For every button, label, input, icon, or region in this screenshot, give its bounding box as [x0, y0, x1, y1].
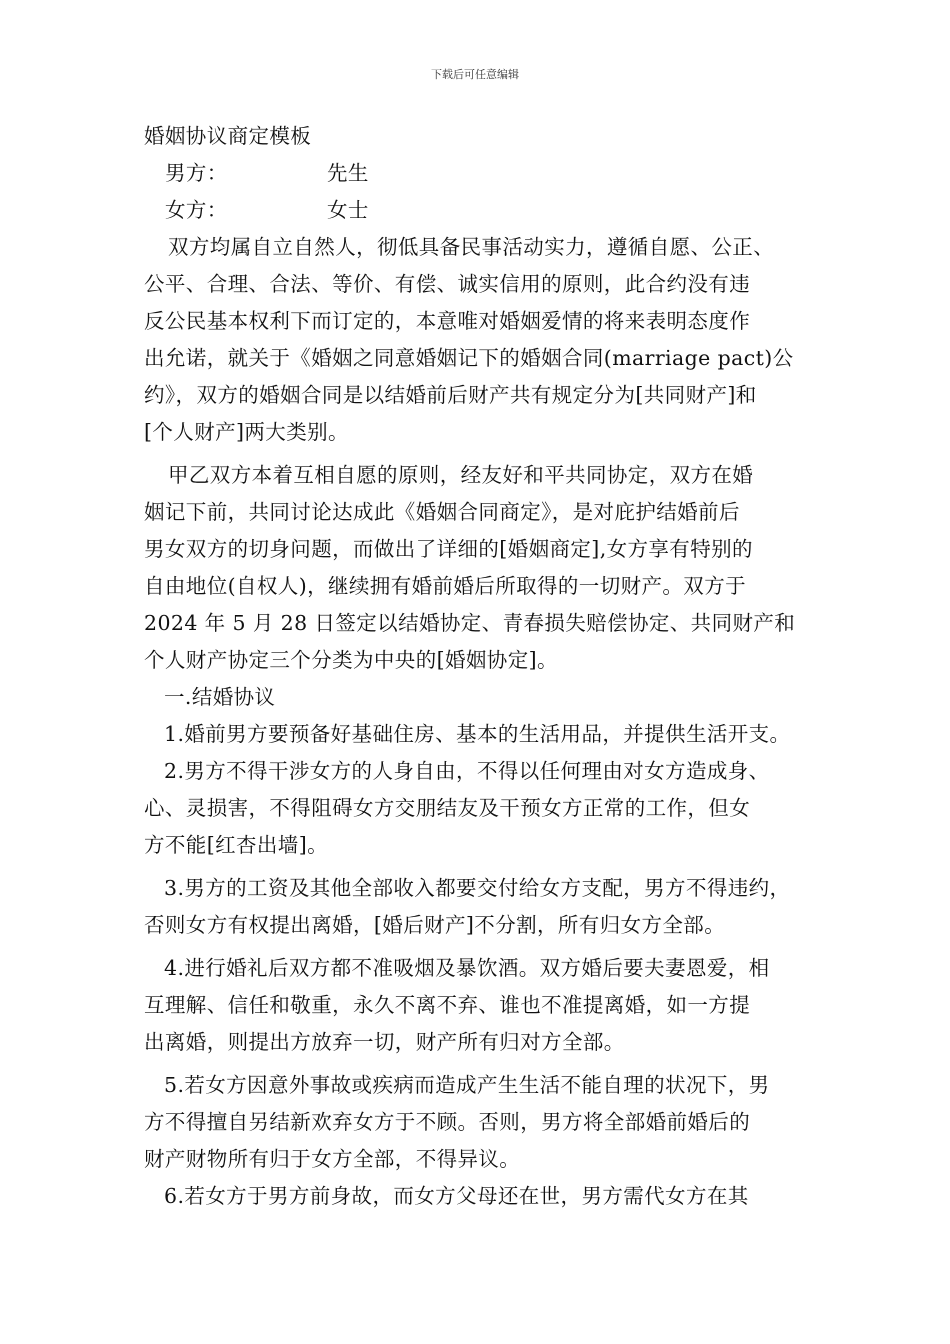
item-line: 1.婚前男方要预备好基础住房、基本的生活用品，并提供生活开支。 — [164, 722, 791, 746]
party-label: 男方： — [165, 161, 228, 185]
paragraph-line: 双方均属自立自然人，彻低具备民事活动实力，遵循自愿、公正、 — [168, 235, 775, 259]
item-line: 2.男方不得干涉女方的人身自由，不得以任何理由对女方造成身、 — [164, 759, 770, 783]
party-label: 女方： — [165, 198, 228, 222]
paragraph-line: 自由地位(自权人)，继续拥有婚前婚后所取得的一切财产。双方于 — [144, 574, 746, 598]
paragraph-line: 反公民基本权利下而订定的，本意唯对婚姻爱情的将来表明态度作 — [144, 309, 751, 333]
paragraph-line: 出允诺，就关于《婚姻之同意婚姻记下的婚姻合同(marriage pact)公 — [144, 346, 794, 370]
list-item — [144, 870, 820, 944]
paragraph-line: 个人财产协定三个分类为中央的[婚姻协定]。 — [144, 648, 558, 672]
header-note: 下载后可任意编辑 — [431, 68, 519, 81]
item-line: 方不能[红杏出墙]。 — [144, 833, 328, 857]
item-line: 3.男方的工资及其他全部收入都要交付给女方支配，男方不得违约， — [164, 876, 791, 900]
item-line: 方不得擅自另结新欢弃女方于不顾。否则，男方将全部婚前婚后的 — [144, 1110, 751, 1134]
party-male — [144, 155, 820, 192]
paragraph-line: 甲乙双方本着互相自愿的原则，经友好和平共同协定，双方在婚 — [168, 463, 754, 487]
item-line: 4.进行婚礼后双方都不准吸烟及暴饮酒。双方婚后要夫妻恩爱，相 — [164, 956, 770, 980]
item-line: 5.若女方因意外事故或疾病而造成产生生活不能自理的状况下，男 — [164, 1073, 770, 1097]
document-body — [144, 118, 820, 1215]
list-item — [144, 1067, 820, 1178]
party-value: 先生 — [327, 161, 369, 185]
list-item — [144, 1178, 820, 1215]
paragraph-line: 约》，双方的婚姻合同是以结婚前后财产共有规定分为[共同财产]和 — [144, 383, 757, 407]
paragraph-line: 公平、合理、合法、等价、有偿、诚实信用的原则，此合约没有违 — [144, 272, 751, 296]
list-item — [144, 716, 820, 753]
paragraph-line: 2024 年 5 月 28 日签定以结婚协定、青春损失赔偿协定、共同财产和 — [144, 611, 796, 635]
document-title: 婚姻协议商定模板 — [144, 124, 312, 148]
item-line: 6.若女方于男方前身故，而女方父母还在世，男方需代女方在其 — [164, 1184, 749, 1208]
item-line: 否则女方有权提出离婚，[婚后财产]不分割，所有归女方全部。 — [144, 913, 726, 937]
item-line: 心、灵损害，不得阻碍女方交朋结友及干预女方正常的工作，但女 — [144, 796, 751, 820]
paragraph-agreement — [144, 457, 820, 679]
list-item — [144, 950, 820, 1061]
party-value: 女士 — [327, 198, 369, 222]
item-line: 财产财物所有归于女方全部，不得异议。 — [144, 1147, 521, 1171]
list-item — [144, 753, 820, 864]
party-female — [144, 192, 820, 229]
item-line: 出离婚，则提出方放弃一切，财产所有归对方全部。 — [144, 1030, 625, 1054]
item-line: 互理解、信任和敬重，永久不离不弃、谁也不准提离婚，如一方提 — [144, 993, 751, 1017]
paragraph-line: 姻记下前，共同讨论达成此《婚姻合同商定》，是对庇护结婚前后 — [144, 500, 740, 524]
paragraph-line: 男女双方的切身问题，而做出了详细的[婚姻商定],女方享有特别的 — [144, 537, 753, 561]
paragraph-line: [个人财产]两大类别。 — [144, 420, 349, 444]
section-heading: 一.结婚协议 — [164, 685, 276, 709]
paragraph-intro — [144, 229, 820, 451]
